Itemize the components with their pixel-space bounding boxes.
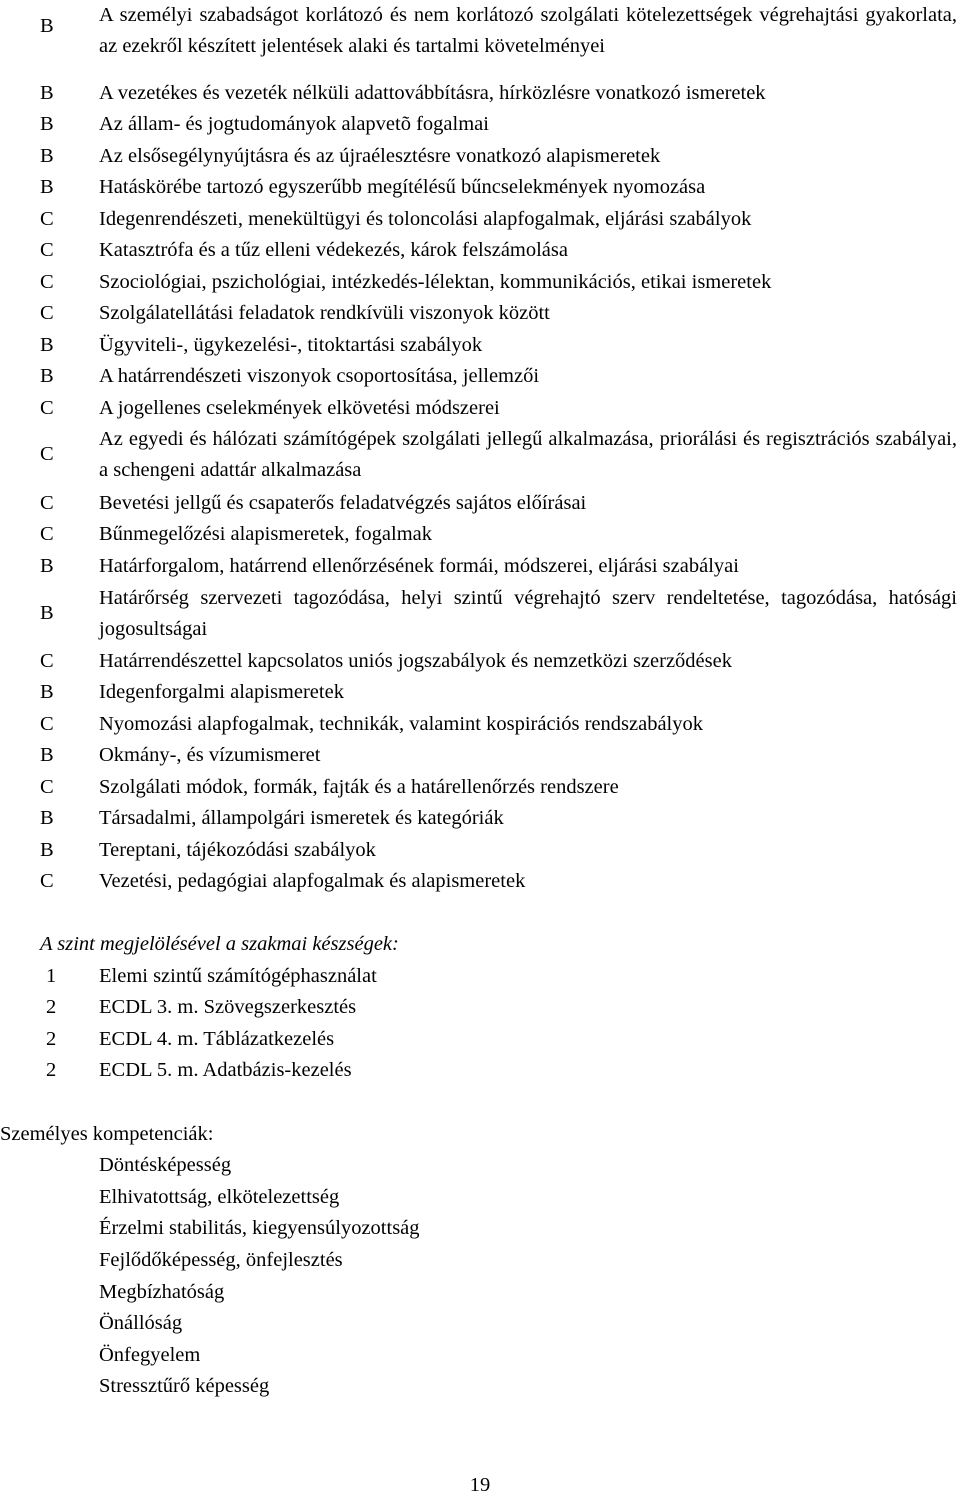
topic-text: A jogellenes cselekmények elkövetési módszerei <box>99 397 500 419</box>
topic-level: C <box>40 776 54 798</box>
topic-level: C <box>40 239 54 261</box>
topic-level: B <box>40 555 54 577</box>
topic-level: C <box>40 208 54 230</box>
topic-text: Határőrség szervezeti tagozódása, helyi szintű végrehajtó szerv rendeltetése, tagozódása, hatósági jogosultságai <box>99 587 957 640</box>
topic-level: B <box>40 807 54 829</box>
topic-text: Bevetési jellgű és csapaterős feladatvégzés sajátos előírásai <box>99 492 587 514</box>
skills-section-title: A szint megjelölésével a szakmai készségek: <box>40 933 399 955</box>
topic-text: Okmány-, és vízumismeret <box>99 744 321 766</box>
topic-level: B <box>40 15 54 37</box>
competencies-section-title: Személyes kompetenciák: <box>0 1123 214 1145</box>
topic-text: Az állam- és jogtudományok alapvetõ fogalmai <box>99 113 489 135</box>
competency-item: Fejlődőképesség, önfejlesztés <box>99 1249 343 1271</box>
topic-text: Határforgalom, határrend ellenőrzésének formái, módszerei, eljárási szabályai <box>99 555 739 577</box>
competency-item: Stressztűrő képesség <box>99 1375 270 1397</box>
topic-text: Ügyviteli-, ügykezelési-, titoktartási szabályok <box>99 334 483 356</box>
topic-level: B <box>40 839 54 861</box>
topic-level: C <box>40 302 54 324</box>
competency-item: Önállóság <box>99 1312 183 1334</box>
topic-level: C <box>40 397 54 419</box>
topic-level: C <box>40 650 54 672</box>
topic-level: B <box>40 145 54 167</box>
topic-level: C <box>40 523 54 545</box>
skill-level: 1 <box>46 965 57 987</box>
skill-text: ECDL 4. m. Táblázatkezelés <box>99 1028 335 1050</box>
topic-level: C <box>40 492 54 514</box>
topic-text: Hatáskörébe tartozó egyszerűbb megítélésű bűncselekmények nyomozása <box>99 176 706 198</box>
competency-item: Önfegyelem <box>99 1344 201 1366</box>
topic-text: Katasztrófa és a tűz elleni védekezés, károk felszámolása <box>99 239 568 261</box>
topic-text: A személyi szabadságot korlátozó és nem korlátozó szolgálati kötelezettségek végrehajtási gyakorlata, az ezekről készített jelentések alaki és tartalmi követelményei <box>99 4 957 57</box>
topic-text: Szolgálati módok, formák, fajták és a határellenőrzés rendszere <box>99 776 619 798</box>
topic-level: B <box>40 681 54 703</box>
skill-text: ECDL 3. m. Szövegszerkesztés <box>99 996 357 1018</box>
topic-level: B <box>40 365 54 387</box>
page-number: 19 <box>469 1474 491 1496</box>
topic-text: Az elsősegélynyújtásra és az újraélesztésre vonatkozó alapismeretek <box>99 145 661 167</box>
topic-text: Nyomozási alapfogalmak, technikák, valamint kospirációs rendszabályok <box>99 713 703 735</box>
topic-text: Az egyedi és hálózati számítógépek szolgálati jellegű alkalmazása, priorálási és regisztrációs szabályai, a schengeni adattár alkalmazása <box>99 428 957 481</box>
topic-level: C <box>40 713 54 735</box>
topic-level: C <box>40 870 54 892</box>
skill-text: Elemi szintű számítógéphasználat <box>99 965 377 987</box>
topic-text: Idegenrendészeti, menekültügyi és toloncolási alapfogalmak, eljárási szabályok <box>99 208 752 230</box>
topic-text: A határrendészeti viszonyok csoportosítása, jellemzői <box>99 365 540 387</box>
topic-level: C <box>40 443 54 465</box>
competency-item: Döntésképesség <box>99 1154 232 1176</box>
topic-level: B <box>40 744 54 766</box>
competency-item: Érzelmi stabilitás, kiegyensúlyozottság <box>99 1217 420 1239</box>
topic-text: Idegenforgalmi alapismeretek <box>99 681 344 703</box>
skill-level: 2 <box>46 1059 57 1081</box>
topic-text: Szociológiai, pszichológiai, intézkedés-lélektan, kommunikációs, etikai ismeretek <box>99 271 772 293</box>
competency-item: Megbízhatóság <box>99 1281 225 1303</box>
topic-level: B <box>40 334 54 356</box>
topic-text: A vezetékes és vezeték nélküli adattovábbításra, hírközlésre vonatkozó ismeretek <box>99 82 766 104</box>
competency-item: Elhivatottság, elkötelezettség <box>99 1186 340 1208</box>
skill-level: 2 <box>46 1028 57 1050</box>
topic-level: B <box>40 176 54 198</box>
topic-level: B <box>40 82 54 104</box>
topic-level: B <box>40 113 54 135</box>
topic-text: Határrendészettel kapcsolatos uniós jogszabályok és nemzetközi szerződések <box>99 650 732 672</box>
topic-text: Tereptani, tájékozódási szabályok <box>99 839 376 861</box>
topic-text: Szolgálatellátási feladatok rendkívüli viszonyok között <box>99 302 550 324</box>
topic-text: Társadalmi, állampolgári ismeretek és kategóriák <box>99 807 504 829</box>
skill-text: ECDL 5. m. Adatbázis-kezelés <box>99 1059 352 1081</box>
topic-level: C <box>40 271 54 293</box>
skill-level: 2 <box>46 996 57 1018</box>
topic-text: Bűnmegelőzési alapismeretek, fogalmak <box>99 523 433 545</box>
topic-level: B <box>40 602 54 624</box>
topic-text: Vezetési, pedagógiai alapfogalmak és alapismeretek <box>99 870 526 892</box>
